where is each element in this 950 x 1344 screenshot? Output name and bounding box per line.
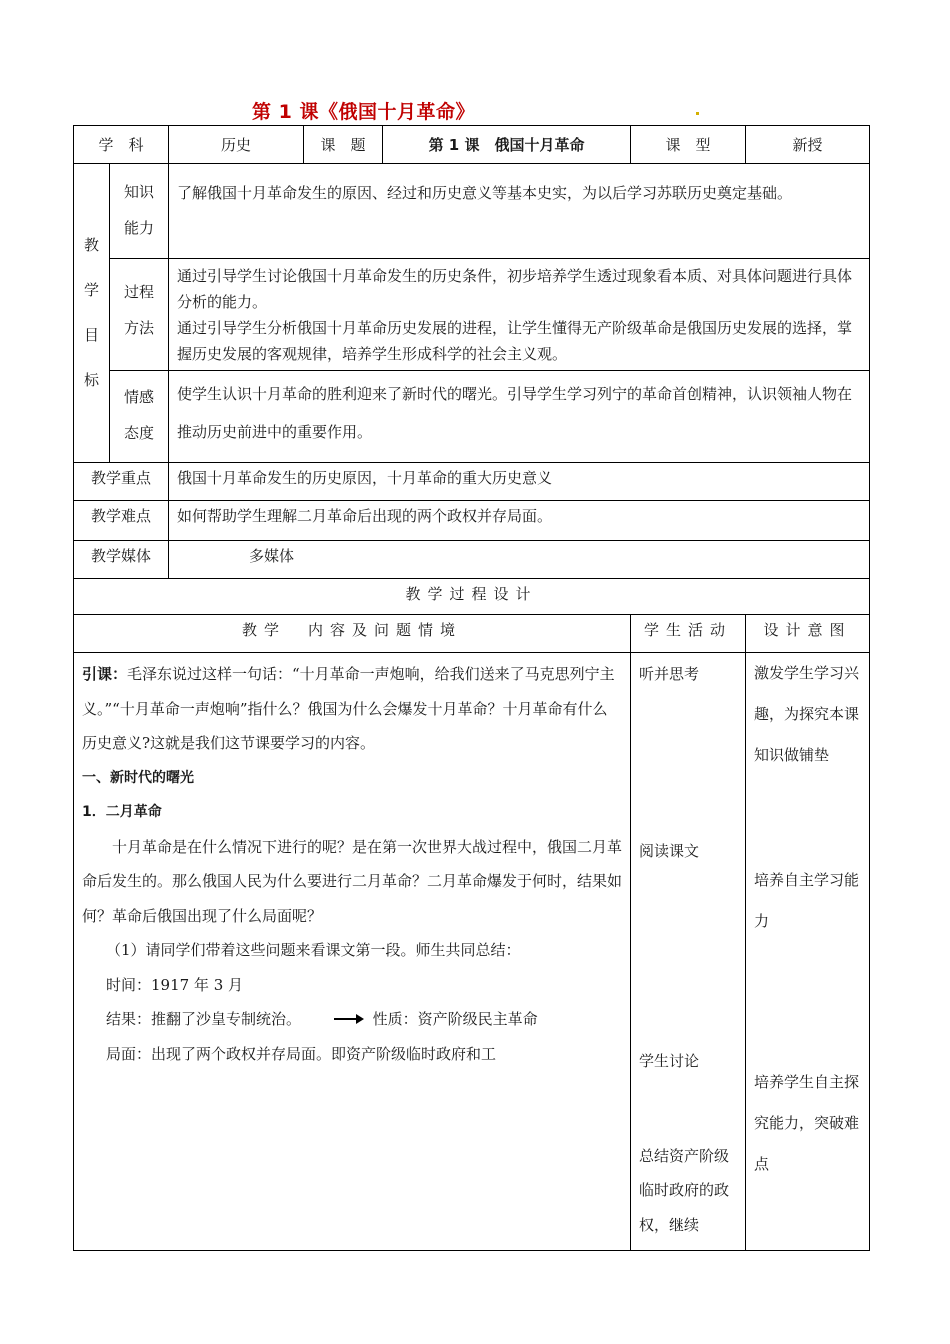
process-content [74, 653, 631, 1251]
content-col-header: 教学 内容及问题情境 [74, 615, 631, 653]
objective-attitude-row [74, 371, 870, 463]
objective-process-row [74, 259, 870, 371]
activity-1: 听并思考 [639, 665, 700, 683]
process-header-row [74, 615, 870, 653]
objective-process-label: 过程 方法 [110, 259, 169, 371]
intro-label: 引课： [82, 665, 128, 683]
difficulties-text: 如何帮助学生理解二月革命后出现的两个政权并存局面。 [169, 501, 870, 541]
objective-process-text: 通过引导学生讨论俄国十月革命发生的历史条件，初步培养学生透过现象看本质、对具体问题进行具体分析的能力。 通过引导学生分析俄国十月革命历史发展的进程，让学生懂得无产阶级革命是俄国历史发展的选择，掌握历史发展的客观规律，培养学生形成科学的社会主义观。 [169, 259, 870, 371]
paragraph-2: （1）请同学们带着这些问题来看课文第一段。师生共同总结： [106, 941, 521, 959]
activity-4: 总结资产阶级临时政府的政权，继续 [639, 1146, 730, 1234]
decorative-dot [696, 112, 699, 115]
difficulties-label: 教学难点 [74, 501, 169, 541]
media-text: 多媒体 [169, 541, 870, 579]
intent-2: 培养自主学习能力 [754, 871, 860, 930]
topic-value: 第 1 课 俄国十月革命 [383, 126, 631, 164]
objectives-label: 教 学 目 标 [74, 164, 110, 463]
objective-knowledge-label: 知识 能力 [110, 164, 169, 259]
process-title: 教学过程设计 [74, 579, 870, 615]
document-title: 第 1 课《俄国十月革命》 [252, 101, 475, 123]
section-heading: 一、新时代的曙光 [82, 769, 194, 786]
subject-label: 学 科 [74, 126, 169, 164]
student-activities [631, 653, 746, 1251]
process-content-row [74, 653, 870, 1251]
media-label: 教学媒体 [74, 541, 169, 579]
topic-label: 课 题 [304, 126, 383, 164]
key-points-text: 俄国十月革命发生的历史原因，十月革命的重大历史意义 [169, 463, 870, 501]
activity-2: 阅读课文 [639, 841, 700, 860]
subject-value: 历史 [169, 126, 304, 164]
type-label: 课 型 [631, 126, 746, 164]
nature-text: 性质：资产阶级民主革命 [372, 1010, 538, 1028]
paragraph-1: 十月革命是在什么情况下进行的呢？是在第一次世界大战过程中，俄国二月革命后发生的。那么俄国人民为什么要进行二月革命？二月革命爆发于何时，结果如何？革命后俄国出现了什么局面呢？ [82, 837, 623, 925]
key-points-row [74, 463, 870, 501]
activity-3: 学生讨论 [639, 1052, 700, 1070]
objective-attitude-text: 使学生认识十月革命的胜利迎来了新时代的曙光。引导学生学习列宁的革命首创精神，认识领袖人物在推动历史前进中的重要作用。 [169, 371, 870, 463]
difficulties-row [74, 501, 870, 541]
objective-knowledge-text: 了解俄国十月革命发生的原因、经过和历史意义等基本史实，为以后学习苏联历史奠定基础。 [169, 164, 870, 259]
process-title-row [74, 579, 870, 615]
objective-knowledge-row [74, 164, 870, 259]
key-points-label: 教学重点 [74, 463, 169, 501]
arrow-icon [310, 1003, 364, 1038]
media-row [74, 541, 870, 579]
intent-col-header: 设计意图 [746, 615, 870, 653]
type-value: 新授 [746, 126, 870, 164]
situation-line: 局面：出现了两个政权并存局面。即资产阶级临时政府和工 [106, 1045, 497, 1064]
header-row [74, 126, 870, 164]
result-line [82, 1002, 622, 1037]
result-text: 结果：推翻了沙皇专制统治。 [106, 1010, 302, 1028]
intro-paragraph [82, 657, 622, 761]
intent-1: 激发学生学习兴趣，为探究本课知识做铺垫 [754, 664, 860, 764]
intro-text: 毛泽东说过这样一句话：“十月革命一声炮响，给我们送来了马克思列宁主义。”“十月革命一声炮响”指什么？俄国为什么会爆发十月革命？十月革命有什么历史意义?这就是我们这节课要学习的内容。 [82, 665, 615, 752]
activity-col-header: 学生活动 [631, 615, 746, 653]
design-intents [746, 653, 870, 1251]
objective-attitude-label: 情感 态度 [110, 371, 169, 463]
sub-heading: 1．二月革命 [82, 804, 162, 820]
intent-3: 培养学生自主探究能力，突破难点 [754, 1073, 860, 1173]
lesson-plan-table [73, 125, 870, 1251]
time-line: 时间：1917 年 3 月 [106, 975, 244, 994]
